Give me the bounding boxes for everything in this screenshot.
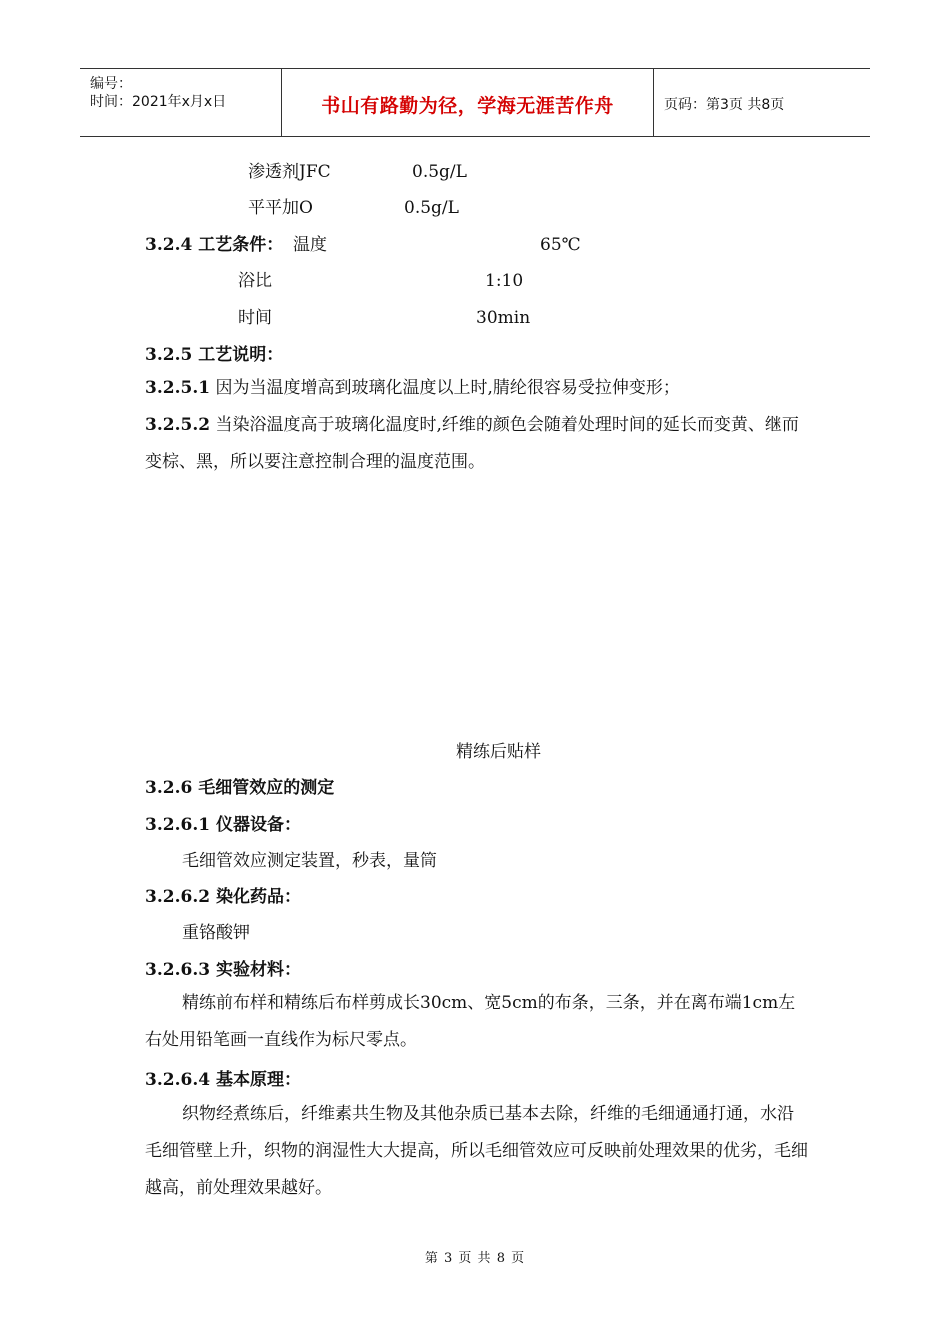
header-page-cell [654,69,870,136]
subsection-heading: 3.2.6.4 基本原理： [145,1070,301,1090]
condition-value: 65℃ [540,235,581,255]
motto-text: 书山有路勤为径，学海无涯苦作舟 [321,95,614,117]
section-heading: 3.2.6 毛细管效应的测定 [145,778,335,798]
paragraph [145,370,810,407]
clause-number: 3.2.5.1 [145,378,211,398]
section-heading: 3.2.5 工艺说明： [145,345,284,365]
condition-name: 时间 [238,308,272,328]
condition-value: 1:10 [485,271,524,291]
condition-name: 温度 [293,235,327,255]
page-info: 页码：第3页 共8页 [664,97,785,113]
clause-text: 当染浴温度高于玻璃化温度时,纤维的颜色会随着处理时间的延长而变黄、继而变棕、黑，所以要注意控制合理的温度范围。 [145,415,799,472]
recipe-item-name: 平平加O [248,198,313,218]
header-motto-cell [282,69,654,136]
page-footer: 第 3 页 共 8 页 [424,1251,526,1266]
condition-name: 浴比 [238,271,272,291]
document-number-label: 编号： [90,76,132,92]
materials-paragraph: 精练前布样和精练后布样剪成长30cm、宽5cm的布条，三条，并在离布端1cm左右处用铅笔画一直线作为标尺零点。 [145,993,796,1050]
section-heading: 3.2.4 工艺条件： [145,235,284,255]
clause-text: 因为当温度增高到玻璃化温度以上时,腈纶很容易受拉伸变形； [210,378,680,398]
clause-number: 3.2.5.2 [145,415,211,435]
subsection-heading: 3.2.6.2 染化药品： [145,887,301,907]
subsection-heading: 3.2.6.1 仪器设备： [145,815,301,835]
subsection-heading: 3.2.6.3 实验材料： [145,960,301,980]
paragraph [145,407,810,481]
condition-value: 30min [476,308,531,328]
sample-caption: 精练后贴样 [456,742,541,762]
chemicals-text: 重铬酸钾 [182,923,250,943]
recipe-item-value: 0.5g/L [404,198,459,218]
recipe-item-value: 0.5g/L [412,162,467,182]
header-meta-cell [80,69,282,136]
page-header [80,68,870,137]
document-date: 时间：2021年x月x日 [90,94,227,110]
recipe-item-name: 渗透剂JFC [248,162,331,182]
equipment-text: 毛细管效应测定装置，秒表，量筒 [182,851,437,871]
principle-paragraph: 织物经煮练后，纤维素共生物及其他杂质已基本去除，纤维的毛细通通打通，水沿毛细管壁上升，织物的润湿性大大提高，所以毛细管效应可反映前处理效果的优劣，毛细越高，前处理效果越好。 [145,1104,808,1198]
